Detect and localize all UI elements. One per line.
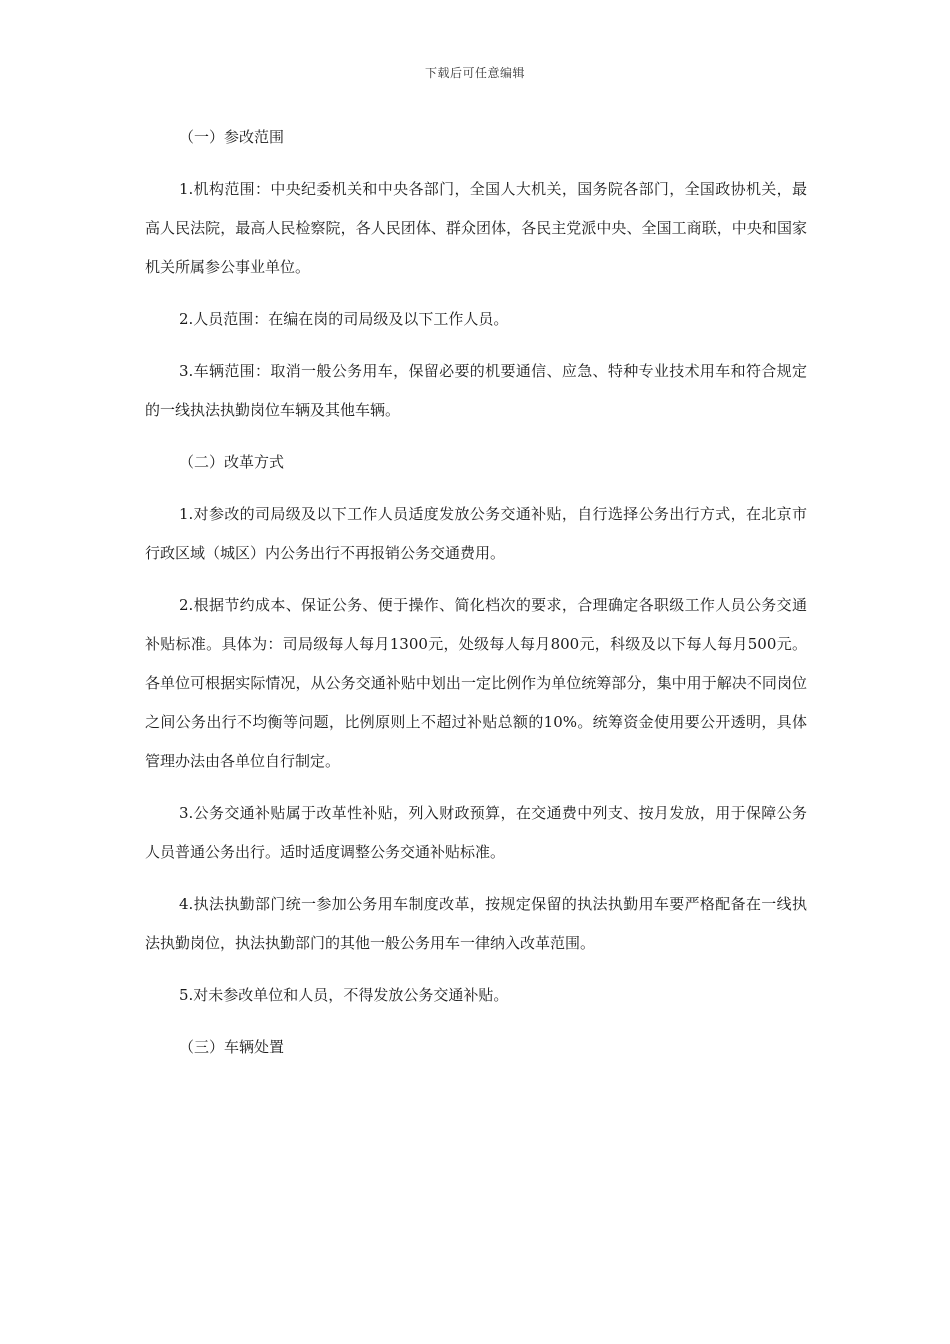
paragraph-method-nonparticipants: 5.对未参改单位和人员，不得发放公务交通补贴。 xyxy=(179,986,509,1004)
header-note: 下载后可任意编辑 xyxy=(424,66,525,80)
document-body xyxy=(145,118,807,1080)
paragraph-scope-vehicles: 3.车辆范围：取消一般公务用车，保留必要的机要通信、应急、特种专业技术用车和符合规定的一线执法执勤岗位车辆及其他车辆。 xyxy=(145,362,807,419)
section-heading-disposal: （三）车辆处置 xyxy=(179,1038,285,1056)
paragraph-scope-institutions: 1.机构范围：中央纪委机关和中央各部门，全国人大机关，国务院各部门，全国政协机关，最高人民法院，最高人民检察院，各人民团体、群众团体，各民主党派中央、全国工商联，中央和国家机关所属参公事业单位。 xyxy=(145,180,807,276)
paragraph-method-budget: 3.公务交通补贴属于改革性补贴，列入财政预算，在交通费中列支、按月发放，用于保障公务人员普通公务出行。适时适度调整公务交通补贴标准。 xyxy=(145,804,807,861)
paragraph-method-enforcement: 4.执法执勤部门统一参加公务用车制度改革，按规定保留的执法执勤用车要严格配备在一线执法执勤岗位，执法执勤部门的其他一般公务用车一律纳入改革范围。 xyxy=(145,895,807,952)
section-heading-scope: （一）参改范围 xyxy=(179,128,285,146)
paragraph-method-subsidy: 1.对参改的司局级及以下工作人员适度发放公务交通补贴，自行选择公务出行方式，在北京市行政区域（城区）内公务出行不再报销公务交通费用。 xyxy=(145,505,807,562)
paragraph-method-standards: 2.根据节约成本、保证公务、便于操作、简化档次的要求，合理确定各职级工作人员公务交通补贴标准。具体为：司局级每人每月1300元，处级每人每月800元，科级及以下每人每月500元。各单位可根据实际情况，从公务交通补贴中划出一定比例作为单位统筹部分，集中用于解决不同岗位之间公务出行不均衡等问题，比例原则上不超过补贴总额的10%。统筹资金使用要公开透明，具体管理办法由各单位自行制定。 xyxy=(145,596,807,770)
section-heading-method: （二）改革方式 xyxy=(179,453,285,471)
paragraph-scope-personnel: 2.人员范围：在编在岗的司局级及以下工作人员。 xyxy=(179,310,509,328)
